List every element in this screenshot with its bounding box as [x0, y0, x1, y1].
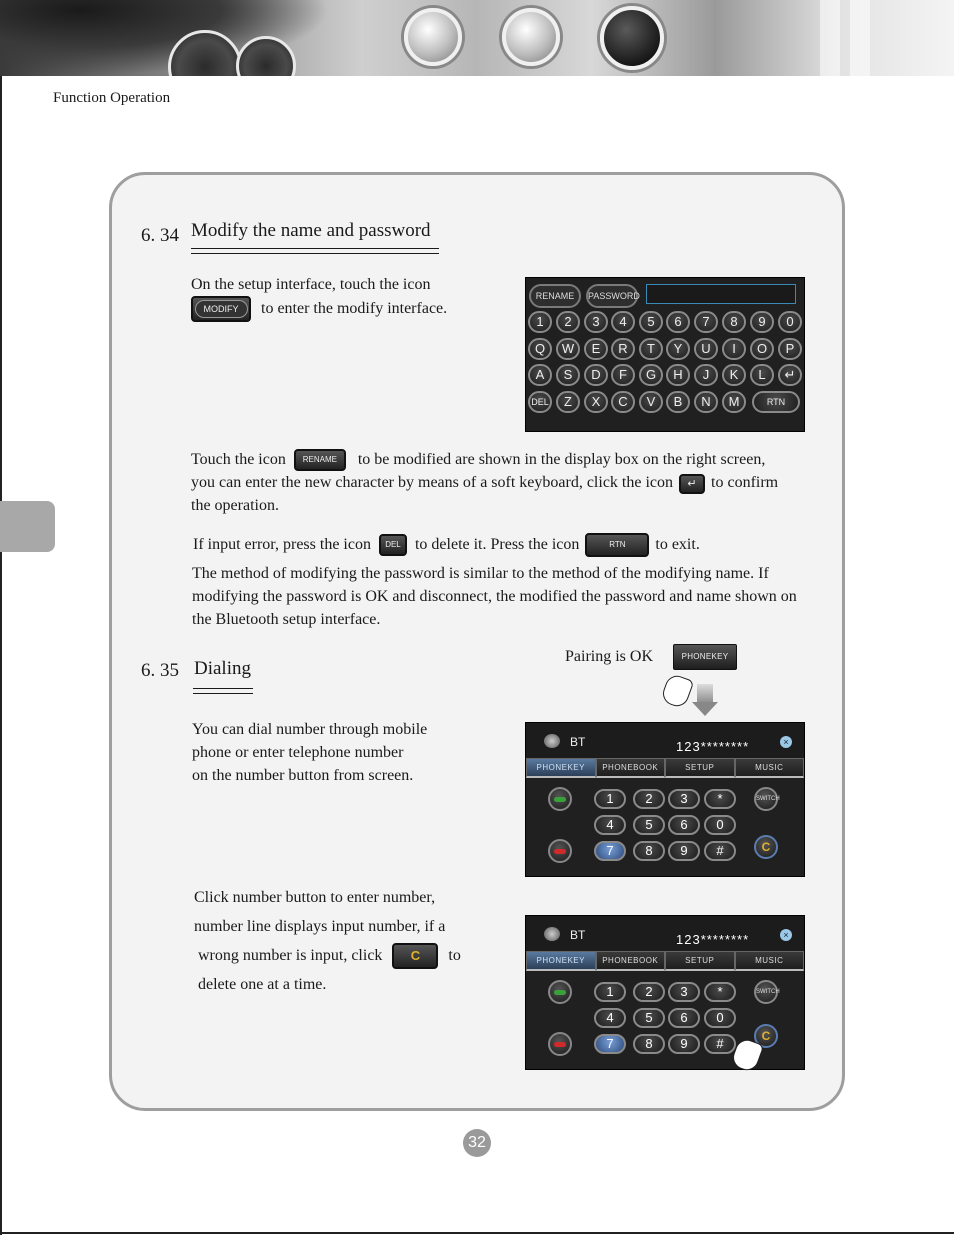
key[interactable]: W [556, 338, 580, 360]
key[interactable]: U [694, 338, 718, 360]
number-display: 123******** [676, 932, 750, 947]
clear-button[interactable]: C [754, 835, 778, 859]
paragraph [194, 883, 461, 999]
phone-tabs [526, 758, 804, 778]
keyboard-screen [525, 277, 805, 432]
section-number: 6. 34 [141, 225, 179, 246]
tab-music[interactable]: MUSIC [735, 951, 805, 971]
digit-key[interactable]: 5 [633, 815, 665, 835]
section-title: Modify the name and password [191, 220, 431, 241]
digit-key[interactable]: 1 [594, 982, 626, 1002]
key[interactable]: 6 [666, 311, 690, 333]
key[interactable]: Q [528, 338, 552, 360]
key[interactable]: 3 [584, 311, 608, 333]
text: to exit. [655, 536, 700, 553]
digit-key[interactable]: 7 [594, 841, 626, 861]
key[interactable]: Z [556, 391, 580, 413]
key[interactable]: I [722, 338, 746, 360]
digit-key[interactable]: 4 [594, 1008, 626, 1028]
hash-key[interactable]: # [704, 1034, 736, 1054]
text-line [191, 448, 811, 471]
down-arrow-head [692, 702, 718, 716]
display-box [646, 284, 796, 304]
tab-phonebook[interactable]: PHONEBOOK [596, 951, 666, 971]
digit-key[interactable]: 2 [633, 789, 665, 809]
call-button[interactable] [548, 980, 572, 1004]
key[interactable]: 9 [750, 311, 774, 333]
digit-key[interactable]: 8 [633, 841, 665, 861]
text-line: phone or enter telephone number [192, 744, 404, 761]
paragraph: The method of modifying the password is similar to the method of the modifying name. If modifying the password is OK and disconnect, the modified the password and name shown on the Bluetooth setup interface. [192, 565, 797, 628]
title-underline [193, 693, 253, 694]
digit-key[interactable]: 8 [633, 1034, 665, 1054]
section-number: 6. 35 [141, 660, 179, 681]
key[interactable]: 4 [611, 311, 635, 333]
key[interactable]: R [611, 338, 635, 360]
left-border [0, 76, 2, 1235]
bottom-border [0, 1232, 954, 1234]
digit-key[interactable]: 0 [704, 1008, 736, 1028]
temp-knob [600, 6, 664, 70]
rtn-key[interactable]: RTN [752, 391, 800, 413]
digit-key[interactable]: 5 [633, 1008, 665, 1028]
globe-icon [544, 927, 560, 941]
digit-key[interactable]: 9 [668, 841, 700, 861]
tab-phonekey[interactable]: PHONEKEY [526, 758, 596, 778]
key[interactable]: S [556, 364, 580, 386]
rename-icon: RENAME [294, 449, 346, 471]
header-banner [0, 0, 954, 76]
text: Touch the icon [191, 451, 286, 468]
key[interactable]: F [611, 364, 635, 386]
tab-phonebook[interactable]: PHONEBOOK [596, 758, 666, 778]
rtn-icon: RTN [585, 533, 649, 557]
text: wrong number is input, click [198, 947, 383, 964]
section-label: Function Operation [53, 90, 171, 106]
hash-key[interactable]: # [704, 841, 736, 861]
password-key[interactable]: PASSWORD [586, 284, 638, 308]
key[interactable]: P [778, 338, 802, 360]
key[interactable]: M [722, 391, 746, 413]
section-title: Dialing [194, 658, 251, 679]
bt-label: BT [570, 928, 586, 942]
banner-stripe [820, 0, 840, 76]
modify-icon [191, 296, 251, 322]
digit-key[interactable]: 7 [594, 1034, 626, 1054]
switch-button[interactable]: SWITCH [754, 980, 778, 1004]
phone-header [526, 723, 804, 759]
paragraph [191, 448, 811, 517]
digit-key[interactable]: 6 [668, 1008, 700, 1028]
key[interactable]: Y [666, 338, 690, 360]
key[interactable]: 0 [778, 311, 802, 333]
phone-tabs [526, 951, 804, 971]
text: to delete it. Press the icon [414, 536, 580, 553]
digit-key[interactable]: 4 [594, 815, 626, 835]
key[interactable]: L [750, 364, 774, 386]
clear-icon: C [392, 943, 438, 969]
paragraph [191, 273, 430, 296]
mode-knob [502, 8, 560, 66]
text-line [191, 471, 811, 494]
hangup-button[interactable] [548, 1032, 572, 1056]
key[interactable]: 8 [722, 311, 746, 333]
key[interactable]: N [694, 391, 718, 413]
side-tab [0, 501, 55, 552]
text-line [194, 941, 461, 970]
title-underline [191, 253, 439, 254]
text: If input error, press the icon [193, 536, 371, 553]
digit-key[interactable]: 1 [594, 789, 626, 809]
phone-header [526, 916, 804, 952]
globe-icon [544, 734, 560, 748]
text-line: On the setup interface, touch the icon [191, 276, 431, 293]
star-key[interactable]: * [704, 982, 736, 1002]
paragraph [191, 296, 447, 322]
text: to be modified are shown in the display box on the right screen, [357, 451, 766, 468]
tab-setup[interactable]: SETUP [665, 951, 735, 971]
down-arrow-icon [697, 684, 713, 704]
fan-knob [404, 8, 462, 66]
text-line: delete one at a time. [198, 976, 327, 993]
key[interactable]: 2 [556, 311, 580, 333]
text-line: to enter the modify interface. [261, 299, 448, 317]
rename-key[interactable]: RENAME [529, 284, 581, 308]
text: to [448, 947, 461, 964]
digit-key[interactable]: 3 [668, 789, 700, 809]
key[interactable]: B [666, 391, 690, 413]
bt-label: BT [570, 735, 586, 749]
key[interactable]: J [694, 364, 718, 386]
icon-label: MODIFY [195, 300, 248, 318]
digit-key[interactable]: 6 [668, 815, 700, 835]
text-line: the operation. [191, 497, 279, 515]
key[interactable]: X [584, 391, 608, 413]
star-key[interactable]: * [704, 789, 736, 809]
tab-music[interactable]: MUSIC [735, 758, 805, 778]
key[interactable]: 1 [528, 311, 552, 333]
number-display: 123******** [676, 739, 750, 754]
del-key[interactable]: DEL [528, 391, 552, 413]
text-line: on the number button from screen. [192, 767, 414, 784]
phonekey-icon: PHONEKEY [673, 644, 737, 670]
key[interactable]: O [750, 338, 774, 360]
text-line: Click number button to enter number, [194, 889, 436, 906]
key[interactable]: G [639, 364, 663, 386]
hangup-button[interactable] [548, 839, 572, 863]
call-button[interactable] [548, 787, 572, 811]
text: you can enter the new character by means of a soft keyboard, click the icon [191, 474, 674, 492]
title-underline [191, 248, 439, 249]
key[interactable]: T [639, 338, 663, 360]
text: to confirm [711, 474, 779, 492]
enter-icon: ↵ [679, 474, 705, 494]
text-line: You can dial number through mobile [192, 721, 428, 738]
key[interactable]: K [722, 364, 746, 386]
digit-key[interactable]: 0 [704, 815, 736, 835]
digit-key[interactable]: 9 [668, 1034, 700, 1054]
phone-screen [525, 722, 805, 877]
title-underline [193, 688, 253, 689]
banner-stripe [850, 0, 870, 76]
phone-screen [525, 915, 805, 1070]
key[interactable]: D [584, 364, 608, 386]
key[interactable]: E [584, 338, 608, 360]
paragraph [193, 533, 813, 557]
tab-phonekey[interactable]: PHONEKEY [526, 951, 596, 971]
switch-button[interactable]: SWITCH [754, 787, 778, 811]
key[interactable]: V [639, 391, 663, 413]
key[interactable]: 7 [694, 311, 718, 333]
close-icon[interactable]: × [780, 929, 792, 941]
close-icon[interactable]: × [780, 736, 792, 748]
key[interactable]: 5 [639, 311, 663, 333]
key[interactable]: H [666, 364, 690, 386]
enter-key[interactable]: ↵ [778, 364, 802, 386]
key[interactable]: C [611, 391, 635, 413]
digit-key[interactable]: 2 [633, 982, 665, 1002]
page-number: 32 [463, 1129, 491, 1157]
clear-button[interactable]: C [754, 1024, 778, 1048]
paragraph [192, 718, 427, 787]
del-icon: DEL [379, 534, 407, 556]
pairing-ok-label: Pairing is OK [565, 648, 653, 665]
tab-setup[interactable]: SETUP [665, 758, 735, 778]
digit-key[interactable]: 3 [668, 982, 700, 1002]
text-line: number line displays input number, if a [194, 918, 446, 935]
key[interactable]: A [528, 364, 552, 386]
